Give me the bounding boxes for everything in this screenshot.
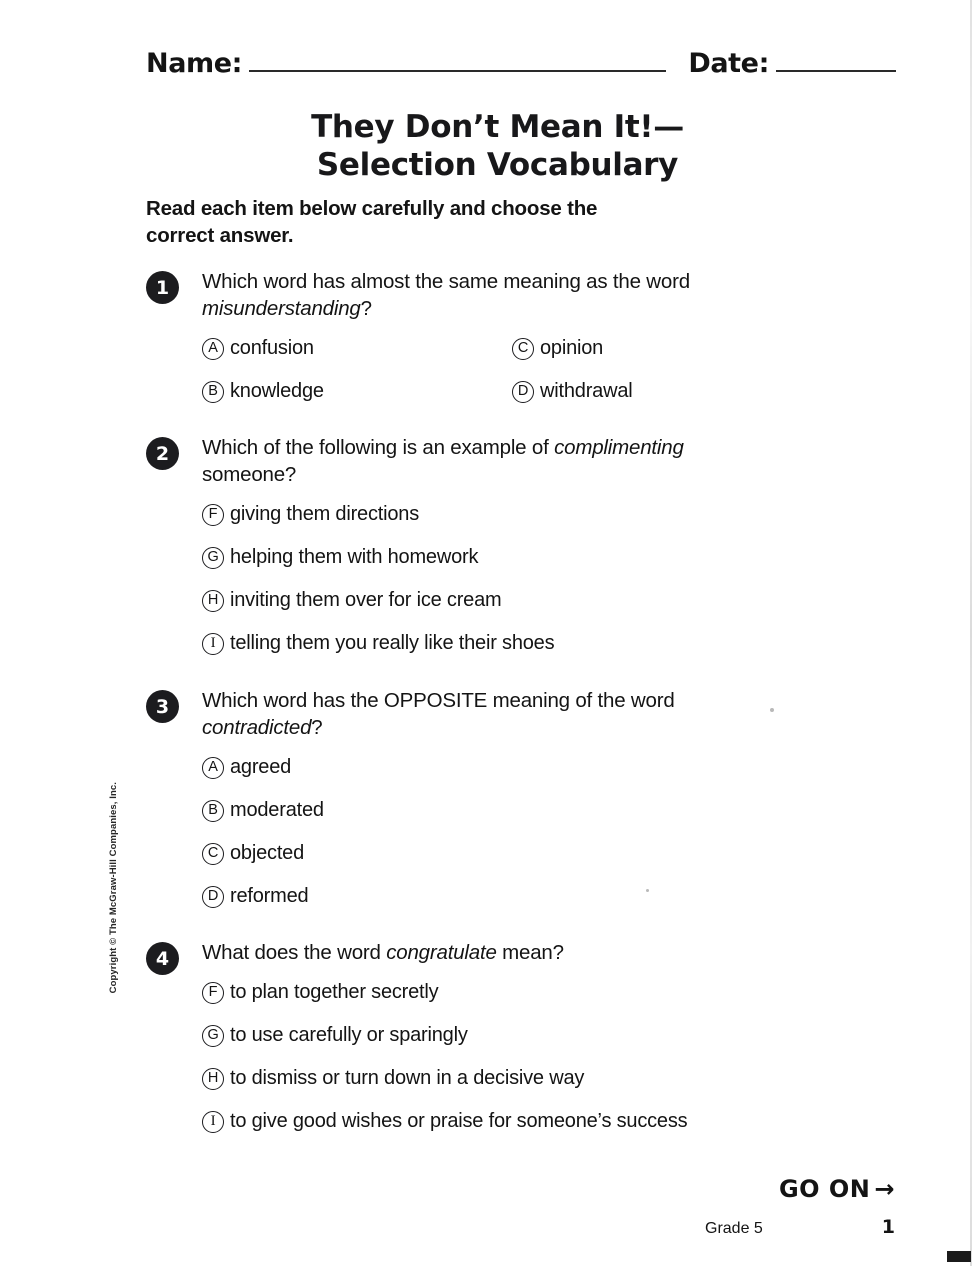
date-input-line[interactable]	[776, 44, 896, 72]
scan-edge-artifact	[970, 0, 972, 1266]
question-stem	[202, 939, 712, 966]
question-item	[146, 939, 886, 1134]
questions-list	[146, 268, 886, 1134]
answer-choice[interactable]	[512, 336, 886, 361]
question-stem-part: someone?	[202, 463, 297, 486]
choice-text: to plan together secretly	[230, 981, 439, 1003]
choice-text: opinion	[540, 337, 604, 359]
go-on-label: GO ON	[778, 1175, 871, 1203]
answer-choice[interactable]	[202, 1066, 886, 1091]
question-stem-part: ?	[360, 297, 372, 320]
answer-choice[interactable]	[202, 841, 886, 866]
answer-choice[interactable]	[202, 545, 886, 570]
choice-letter-circle-icon: B	[202, 381, 224, 403]
question-stem-italic-term: misunderstanding	[202, 297, 361, 320]
choice-text: helping them with homework	[230, 546, 479, 568]
choice-text: to use carefully or sparingly	[230, 1024, 468, 1046]
choice-letter-circle-icon: D	[512, 381, 534, 403]
answer-choices	[202, 755, 886, 909]
question-number-badge: 1	[146, 271, 179, 304]
choice-letter-circle-icon: B	[202, 800, 224, 822]
arrow-right-icon: →	[874, 1175, 895, 1203]
question-item	[146, 687, 886, 909]
name-input-line[interactable]	[249, 44, 666, 72]
choice-text: knowledge	[230, 380, 324, 402]
choice-text: to give good wishes or praise for someone’s success	[230, 1110, 688, 1132]
page-title-line-2: Selection Vocabulary	[316, 147, 679, 183]
choice-letter-circle-icon: G	[202, 547, 224, 569]
choice-letter-circle-icon: A	[202, 338, 224, 360]
answer-choice[interactable]	[202, 980, 886, 1005]
choice-text: objected	[230, 842, 305, 864]
choice-letter-circle-icon: D	[202, 886, 224, 908]
question-stem	[202, 687, 712, 741]
choice-letter-circle-icon: H	[202, 1068, 224, 1090]
answer-choice[interactable]	[202, 798, 886, 823]
choice-text: telling them you really like their shoes	[230, 632, 555, 654]
question-stem-italic-term: complimenting	[554, 436, 684, 459]
question-stem-part: Which word has the OPPOSITE meaning of the word	[202, 689, 675, 712]
question-number-badge: 2	[146, 437, 179, 470]
answer-choice[interactable]	[202, 755, 886, 780]
question-stem-part: Which of the following is an example of	[202, 436, 555, 459]
answer-choice[interactable]	[512, 379, 886, 404]
choice-letter-circle-icon: A	[202, 757, 224, 779]
choice-letter-circle-icon: G	[202, 1025, 224, 1047]
grade-label: Grade 5	[705, 1220, 763, 1237]
directions-text: Read each item below carefully and choose the correct answer.	[146, 197, 598, 247]
question-stem-part: Which word has almost the same meaning as the word	[202, 270, 690, 293]
choice-text: confusion	[230, 337, 314, 359]
choice-text: withdrawal	[540, 380, 633, 402]
answer-choice[interactable]	[202, 884, 886, 909]
answer-choice[interactable]	[202, 336, 512, 361]
choice-text: giving them directions	[230, 503, 420, 525]
answer-choice[interactable]	[202, 588, 886, 613]
question-stem-part: ?	[311, 716, 323, 739]
student-info-header	[146, 44, 896, 79]
choice-letter-circle-icon: H	[202, 590, 224, 612]
answer-choice[interactable]	[202, 379, 512, 404]
question-stem-part: mean?	[496, 941, 564, 964]
choice-text: agreed	[230, 756, 292, 778]
choice-letter-circle-icon: I	[202, 1111, 224, 1133]
question-stem-part: What does the word	[202, 941, 387, 964]
question-item	[146, 268, 886, 404]
answer-choices	[202, 336, 886, 404]
question-stem	[202, 434, 712, 488]
choice-text: moderated	[230, 799, 324, 821]
choice-text: to dismiss or turn down in a decisive way	[230, 1067, 585, 1089]
choice-text: reformed	[230, 885, 309, 907]
footer-meta	[705, 1216, 895, 1238]
answer-choice[interactable]	[202, 631, 886, 656]
go-on-indicator	[779, 1175, 895, 1203]
date-label: Date:	[688, 48, 769, 79]
question-item	[146, 434, 886, 656]
choice-letter-circle-icon: F	[202, 982, 224, 1004]
question-stem-italic-term: contradicted	[202, 716, 312, 739]
choice-letter-circle-icon: I	[202, 633, 224, 655]
answer-choice[interactable]	[202, 502, 886, 527]
choice-letter-circle-icon: C	[512, 338, 534, 360]
question-number-badge: 4	[146, 942, 179, 975]
question-stem-italic-term: congratulate	[386, 941, 497, 964]
answer-choices	[202, 980, 886, 1134]
answer-choice[interactable]	[202, 1023, 886, 1048]
choice-letter-circle-icon: C	[202, 843, 224, 865]
question-number-badge: 3	[146, 690, 179, 723]
page-title	[0, 108, 979, 184]
scan-corner-artifact	[947, 1251, 971, 1262]
answer-choice[interactable]	[202, 1109, 886, 1134]
choice-text: inviting them over for ice cream	[230, 589, 502, 611]
page-title-line-1: They Don’t Mean It!—	[311, 109, 684, 145]
page-number: 1	[881, 1216, 895, 1238]
name-label: Name:	[146, 48, 243, 79]
copyright-notice: Copyright © The McGraw-Hill Companies, Inc.	[108, 782, 119, 994]
question-stem	[202, 268, 712, 322]
choice-letter-circle-icon: F	[202, 504, 224, 526]
answer-choices	[202, 502, 886, 656]
